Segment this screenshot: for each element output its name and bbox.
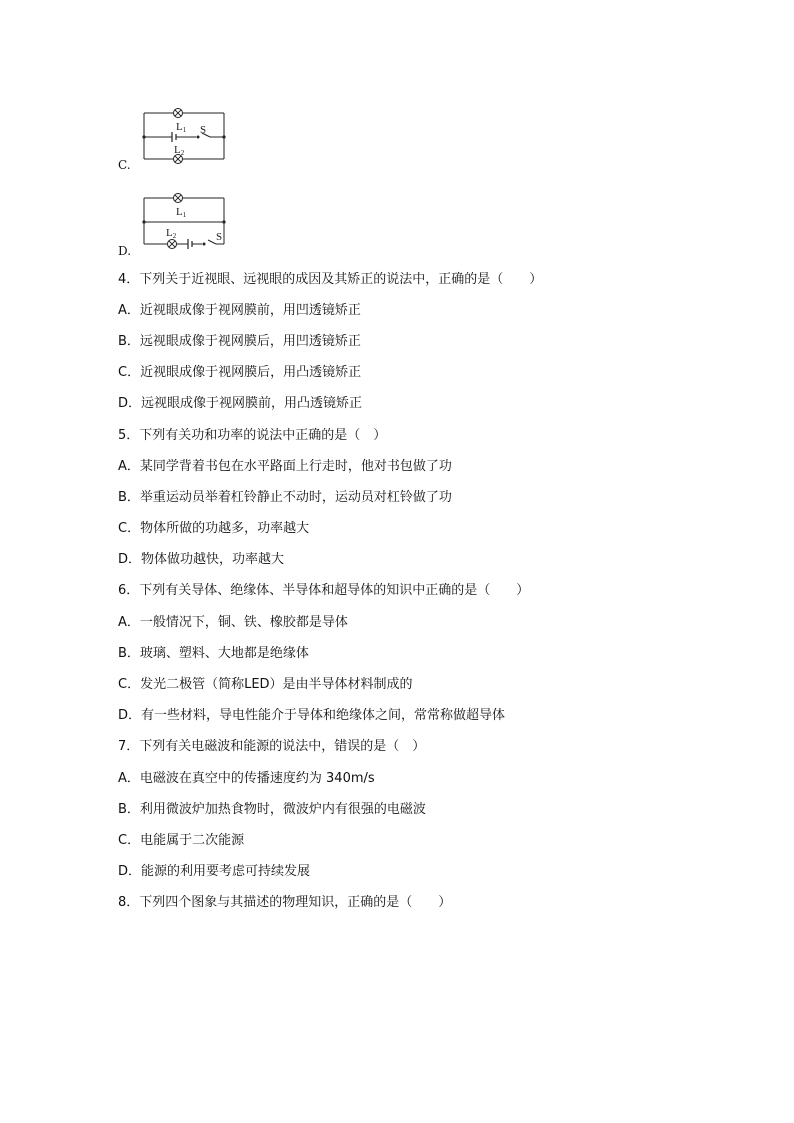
- option-c-label: C.: [118, 158, 131, 172]
- option-d-label: D.: [118, 244, 132, 258]
- switch-label: S: [200, 124, 207, 136]
- question-7-option-b: B．利用微波炉加热食物时，微波炉内有很强的电磁波: [118, 802, 426, 817]
- question-6-option-d: D．有一些材料，导电性能介于导体和绝缘体之间，常常称做超导体: [118, 708, 506, 723]
- question-6-stem: 6．下列有关导体、绝缘体、半导体和超导体的知识中正确的是（ ）: [118, 583, 530, 598]
- question-4-option-c: C．近视眼成像于视网膜后，用凸透镜矫正: [118, 365, 362, 380]
- question-5-option-a: A．某同学背着书包在水平路面上行走时，他对书包做了功: [118, 459, 452, 474]
- question-4-stem: 4．下列关于近视眼、远视眼的成因及其矫正的说法中，正确的是（ ）: [118, 272, 543, 287]
- question-5-option-d: D．物体做功越快，功率越大: [118, 552, 285, 567]
- circuit-diagram-c: [138, 103, 230, 165]
- question-4-option-a: A．近视眼成像于视网膜前，用凹透镜矫正: [118, 303, 361, 318]
- lamp-l2-label: L2: [166, 227, 177, 240]
- circuit-diagram-d: [138, 188, 230, 250]
- switch-label: S: [216, 231, 223, 243]
- lamp-l1-label: L1: [176, 121, 187, 134]
- question-5-option-b: B．举重运动员举着杠铃静止不动时，运动员对杠铃做了功: [118, 490, 452, 505]
- question-6-option-c: C．发光二极管（简称LED）是由半导体材料制成的: [118, 677, 413, 692]
- question-6-option-a: A．一般情况下，铜、铁、橡胶都是导体: [118, 615, 348, 630]
- question-5-stem: 5．下列有关功和功率的说法中正确的是（ ）: [118, 428, 387, 443]
- question-4-option-b: B．远视眼成像于视网膜后，用凹透镜矫正: [118, 334, 361, 349]
- question-5-option-c: C．物体所做的功越多，功率越大: [118, 521, 310, 536]
- question-4-option-d: D．远视眼成像于视网膜前，用凸透镜矫正: [118, 396, 363, 411]
- question-7-option-d: D．能源的利用要考虑可持续发展: [118, 864, 311, 879]
- question-7-option-a: A．电磁波在真空中的传播速度约为 340m/s: [118, 771, 375, 786]
- lamp-l1-label: L1: [176, 206, 187, 219]
- question-7-stem: 7．下列有关电磁波和能源的说法中，错误的是（ ）: [118, 739, 426, 754]
- question-7-option-c: C．电能属于二次能源: [118, 833, 245, 848]
- question-8-stem: 8．下列四个图象与其描述的物理知识，正确的是（ ）: [118, 895, 452, 910]
- lamp-l2-label: L2: [174, 144, 185, 157]
- question-6-option-b: B．玻璃、塑料、大地都是绝缘体: [118, 646, 309, 661]
